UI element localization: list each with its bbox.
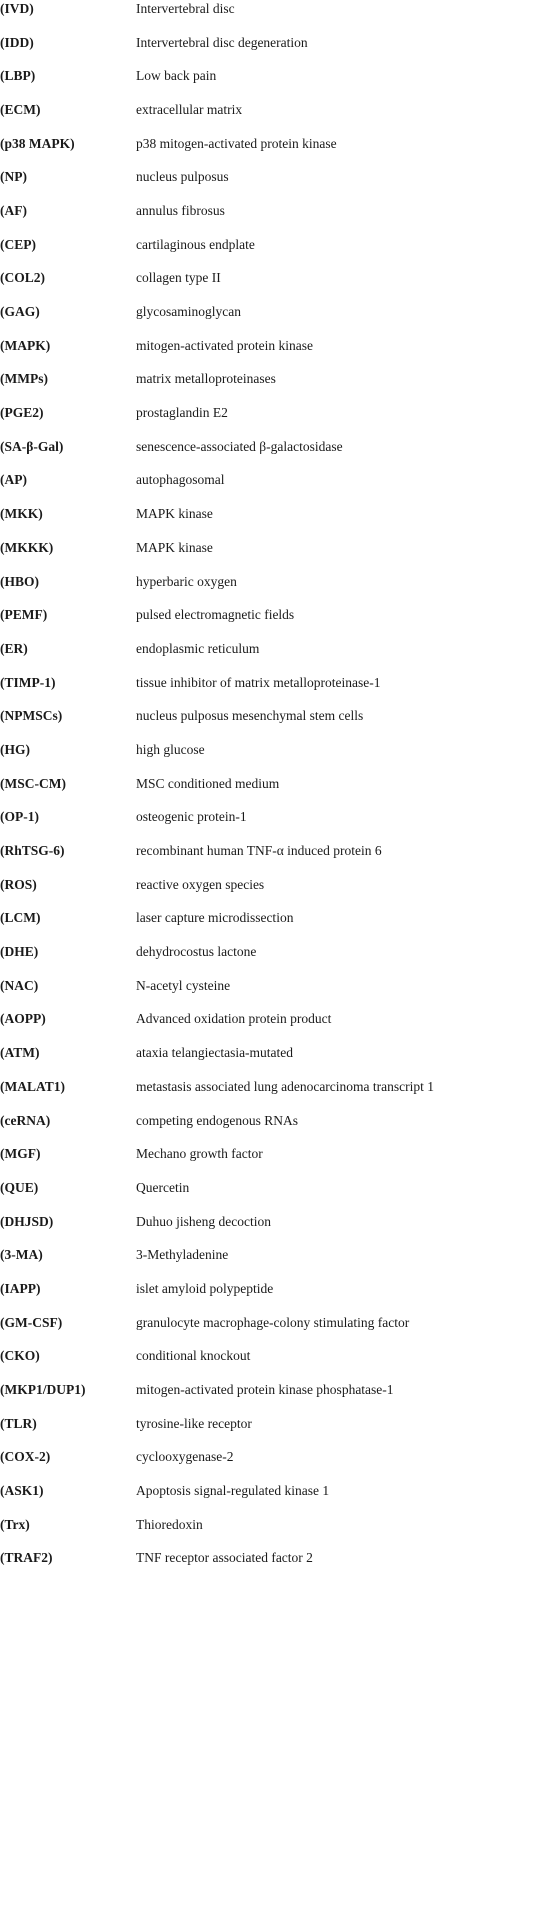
abbreviation-row: [0, 1441, 558, 1475]
abbreviation-term: (CKO): [0, 1348, 40, 1364]
abbreviation-definition: matrix metalloproteinases: [136, 371, 276, 387]
abbreviation-row: [0, 59, 558, 93]
abbreviation-term: (IDD): [0, 34, 34, 50]
abbreviation-row: [0, 868, 558, 902]
abbreviation-row: [0, 26, 558, 60]
abbreviation-row: [0, 834, 558, 868]
abbreviation-term: (RhTSG-6): [0, 843, 65, 859]
abbreviation-definition: Low back pain: [136, 68, 217, 84]
abbreviation-row: [0, 1070, 558, 1104]
abbreviation-definition: Duhuo jisheng decoction: [136, 1213, 271, 1229]
abbreviation-row: [0, 262, 558, 296]
abbreviation-term: (MMPs): [0, 371, 48, 387]
abbreviation-row: [0, 464, 558, 498]
abbreviation-term: (DHJSD): [0, 1213, 54, 1229]
abbreviation-term: (MKKK): [0, 539, 54, 555]
abbreviation-definition: nucleus pulposus mesenchymal stem cells: [136, 708, 364, 724]
abbreviation-term: (LCM): [0, 910, 41, 926]
abbreviation-row: [0, 1104, 558, 1138]
abbreviation-row: [0, 1036, 558, 1070]
abbreviation-definition: collagen type II: [136, 270, 221, 286]
abbreviation-term: (TLR): [0, 1415, 37, 1431]
abbreviation-term: (NPMSCs): [0, 708, 63, 724]
abbreviation-definition: p38 mitogen-activated protein kinase: [136, 135, 337, 151]
abbreviation-definition: cartilaginous endplate: [136, 236, 255, 252]
abbreviation-definition: ataxia telangiectasia-mutated: [136, 1045, 294, 1061]
abbreviation-definition: cyclooxygenase-2: [136, 1449, 234, 1465]
abbreviation-term: (QUE): [0, 1179, 39, 1195]
abbreviation-row: [0, 531, 558, 565]
abbreviation-term: (NAC): [0, 977, 39, 993]
abbreviation-row: [0, 127, 558, 161]
abbreviation-term: (PEMF): [0, 607, 48, 623]
abbreviation-definition: laser capture microdissection: [136, 910, 294, 926]
abbreviation-term: (OP-1): [0, 809, 39, 825]
abbreviation-term: (AOPP): [0, 1011, 46, 1027]
abbreviation-definition: Thioredoxin: [136, 1516, 203, 1532]
abbreviation-term: (TIMP-1): [0, 674, 56, 690]
abbreviation-row: [0, 228, 558, 262]
abbreviation-definition: tyrosine-like receptor: [136, 1415, 252, 1431]
abbreviation-row: [0, 0, 558, 26]
abbreviation-definition: glycosaminoglycan: [136, 304, 241, 320]
abbreviation-term: (HG): [0, 741, 30, 757]
abbreviation-term: (ER): [0, 640, 28, 656]
abbreviation-term: (ASK1): [0, 1483, 44, 1499]
abbreviation-definition: reactive oxygen species: [136, 876, 265, 892]
abbreviation-definition: 3-Methyladenine: [136, 1247, 229, 1263]
abbreviation-row: [0, 430, 558, 464]
abbreviation-definition: Advanced oxidation protein product: [136, 1011, 332, 1027]
abbreviation-term: (IAPP): [0, 1280, 41, 1296]
abbreviation-row: [0, 733, 558, 767]
abbreviation-definition: endoplasmic reticulum: [136, 640, 260, 656]
abbreviation-term: (CEP): [0, 236, 36, 252]
abbreviation-row: [0, 1003, 558, 1037]
abbreviation-term: (ATM): [0, 1045, 40, 1061]
abbreviation-term: (SA-β-Gal): [0, 438, 64, 454]
abbreviation-definition: hyperbaric oxygen: [136, 573, 237, 589]
abbreviation-row: [0, 801, 558, 835]
abbreviation-row: [0, 1238, 558, 1272]
abbreviation-term: (PGE2): [0, 405, 44, 421]
abbreviation-term: (NP): [0, 169, 27, 185]
abbreviation-row: [0, 935, 558, 969]
abbreviation-row: [0, 1407, 558, 1441]
abbreviation-term: (COX-2): [0, 1449, 51, 1465]
abbreviation-definition: granulocyte macrophage-colony stimulating factor: [136, 1314, 410, 1330]
abbreviation-definition: Intervertebral disc degeneration: [136, 34, 308, 50]
abbreviation-row: [0, 969, 558, 1003]
abbreviation-term: (COL2): [0, 270, 45, 286]
abbreviation-row: [0, 1205, 558, 1239]
abbreviation-definition: high glucose: [136, 741, 205, 757]
abbreviation-row: [0, 497, 558, 531]
abbreviation-term: (GM-CSF): [0, 1314, 63, 1330]
abbreviation-row: [0, 329, 558, 363]
abbreviation-term: (MAPK): [0, 337, 51, 353]
abbreviation-definition: mitogen-activated protein kinase: [136, 337, 313, 353]
abbreviation-row: [0, 396, 558, 430]
abbreviation-term: (DHE): [0, 944, 39, 960]
abbreviation-definition: MAPK kinase: [136, 506, 213, 522]
abbreviation-row: [0, 1171, 558, 1205]
abbreviation-row: [0, 902, 558, 936]
abbreviation-term: (MALAT1): [0, 1078, 65, 1094]
abbreviation-term: (AP): [0, 472, 27, 488]
abbreviation-term: (p38 MAPK): [0, 135, 75, 151]
abbreviation-row: [0, 1508, 558, 1542]
abbreviation-term: (MSC-CM): [0, 775, 66, 791]
abbreviation-row: [0, 1474, 558, 1508]
abbreviation-definition: extracellular matrix: [136, 101, 243, 117]
abbreviation-term: (ECM): [0, 101, 41, 117]
abbreviation-definition: pulsed electromagnetic fields: [136, 607, 295, 623]
abbreviation-row: [0, 1542, 558, 1576]
abbreviation-row: [0, 363, 558, 397]
abbreviation-definition: annulus fibrosus: [136, 202, 225, 218]
abbreviation-row: [0, 1272, 558, 1306]
abbreviation-term: (LBP): [0, 68, 36, 84]
abbreviation-definition: Intervertebral disc: [136, 0, 235, 16]
abbreviation-term: (IVD): [0, 0, 34, 16]
abbreviation-definition: autophagosomal: [136, 472, 225, 488]
abbreviation-definition: islet amyloid polypeptide: [136, 1280, 274, 1296]
abbreviation-term: (MKP1/DUP1): [0, 1382, 86, 1398]
abbreviation-row: [0, 565, 558, 599]
abbreviation-row: [0, 160, 558, 194]
abbreviation-definition: tissue inhibitor of matrix metalloproteinase-1: [136, 674, 381, 690]
abbreviation-term: (AF): [0, 202, 27, 218]
abbreviation-definition: senescence-associated β-galactosidase: [136, 438, 343, 454]
abbreviation-term: (ceRNA): [0, 1112, 51, 1128]
abbreviation-row: [0, 767, 558, 801]
abbreviation-row: [0, 699, 558, 733]
abbreviation-definition: mitogen-activated protein kinase phosphatase-1: [136, 1382, 394, 1398]
abbreviation-definition: MAPK kinase: [136, 539, 213, 555]
abbreviation-row: [0, 194, 558, 228]
abbreviation-row: [0, 1340, 558, 1374]
abbreviation-definition: Mechano growth factor: [136, 1146, 263, 1162]
abbreviation-term: (ROS): [0, 876, 37, 892]
abbreviation-definition: osteogenic protein-1: [136, 809, 247, 825]
abbreviation-row: [0, 598, 558, 632]
abbreviation-row: [0, 666, 558, 700]
abbreviation-definition: metastasis associated lung adenocarcinoma transcript 1: [136, 1078, 435, 1094]
abbreviation-definition: nucleus pulposus: [136, 169, 229, 185]
abbreviation-row: [0, 295, 558, 329]
abbreviation-term: (HBO): [0, 573, 39, 589]
abbreviation-term: (MGF): [0, 1146, 41, 1162]
abbreviation-definition: prostaglandin E2: [136, 405, 228, 421]
abbreviation-definition: TNF receptor associated factor 2: [136, 1550, 313, 1566]
abbreviation-definition: Quercetin: [136, 1179, 190, 1195]
abbreviation-row: [0, 632, 558, 666]
abbreviation-term: (Trx): [0, 1516, 30, 1532]
abbreviation-term: (GAG): [0, 304, 40, 320]
abbreviation-term: (TRAF2): [0, 1550, 53, 1566]
abbreviation-row: [0, 93, 558, 127]
abbreviation-definition: competing endogenous RNAs: [136, 1112, 298, 1128]
abbreviation-definition: MSC conditioned medium: [136, 775, 280, 791]
abbreviation-term: (3-MA): [0, 1247, 43, 1263]
abbreviation-term: (MKK): [0, 506, 43, 522]
abbreviation-row: [0, 1306, 558, 1340]
abbreviation-row: [0, 1137, 558, 1171]
abbreviation-definition: dehydrocostus lactone: [136, 944, 257, 960]
abbreviation-row: [0, 1373, 558, 1407]
abbreviation-definition: conditional knockout: [136, 1348, 251, 1364]
abbreviation-definition: Apoptosis signal-regulated kinase 1: [136, 1483, 330, 1499]
abbreviation-definition: N-acetyl cysteine: [136, 977, 231, 993]
abbreviation-definition: recombinant human TNF-α induced protein 6: [136, 843, 382, 859]
